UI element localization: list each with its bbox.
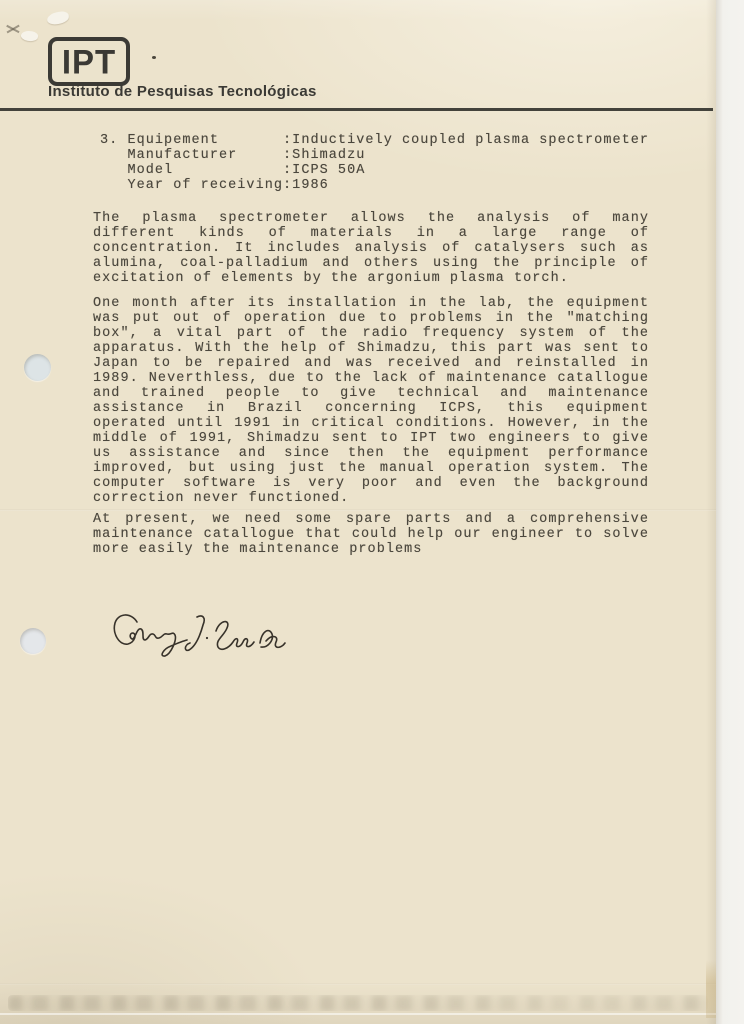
- text-line: The plasma spectrometer allows the analysis of many: [93, 211, 649, 226]
- text-line: 3. Equipement :Inductively coupled plasma spectrometer: [100, 133, 650, 148]
- text-line: improved, but using just the manual operation system. The: [93, 461, 649, 476]
- text-line: Year of receiving:1986: [100, 178, 329, 193]
- edge-stain: [706, 960, 716, 1018]
- text-line: was put out of operation due to problems in the "matching: [93, 311, 649, 326]
- text-line: correction never functioned.: [93, 491, 350, 506]
- paper-crease: [0, 509, 716, 511]
- pencil-mark: [6, 24, 20, 34]
- scanner-background-strip: [716, 0, 744, 1024]
- text-line: box", a vital part of the radio frequency system of the: [93, 326, 649, 341]
- paper-edge-shadow: [706, 0, 716, 1024]
- text-line: excitation of elements by the argonium plasma torch.: [93, 271, 569, 286]
- punch-hole: [20, 628, 46, 654]
- paper-bottom-edge: [0, 1013, 716, 1015]
- punch-hole: [24, 354, 51, 381]
- header-rule: [0, 108, 713, 111]
- handwritten-signature: [110, 608, 288, 662]
- text-line: concentration. It includes analysis of catalysers such as: [93, 241, 649, 256]
- text-line: and trained people to give technical and maintenance: [93, 386, 649, 401]
- text-line: Model :ICPS 50A: [100, 163, 366, 178]
- text-line: 1989. Neverthless, due to the lack of maintenance catallogue: [93, 371, 649, 386]
- text-line: Japan to be repaired and was received and reinstalled in: [93, 356, 649, 371]
- text-line: One month after its installation in the lab, the equipment: [93, 296, 649, 311]
- text-line: us assistance and since then the equipment performance: [93, 446, 649, 461]
- text-line: different kinds of materials in a large range of: [93, 226, 649, 241]
- ipt-logo: [48, 37, 130, 86]
- text-line: middle of 1991, Shimadzu sent to IPT two engineers to give: [93, 431, 649, 446]
- organization-name: Instituto de Pesquisas Tecnológicas: [48, 83, 317, 100]
- paper-crease: [0, 983, 716, 985]
- bleed-through-text-band: [8, 995, 708, 1011]
- ink-dot: [152, 56, 156, 59]
- equipment-details: [100, 133, 649, 193]
- text-line: alumina, coal-palladium and others using the principle of: [93, 256, 649, 271]
- text-line: computer software is very poor and even the background: [93, 476, 649, 491]
- ipt-logo-text: IPT: [61, 42, 117, 81]
- paragraph-operation-history: [93, 296, 649, 506]
- paragraph-current-needs: [93, 512, 649, 557]
- text-line: assistance in Brazil concerning ICPS, this equipment: [93, 401, 649, 416]
- text-line: Manufacturer :Shimadzu: [100, 148, 366, 163]
- text-line: operated until 1991 in critical conditions. However, in the: [93, 416, 649, 431]
- text-line: maintenance catallogue that could help our engineer to solve: [93, 527, 649, 542]
- text-line: At present, we need some spare parts and a comprehensive: [93, 512, 649, 527]
- text-line: more easily the maintenance problems: [93, 542, 423, 557]
- paragraph-spectrometer-description: [93, 211, 649, 286]
- text-line: apparatus. With the help of Shimadzu, this part was sent to: [93, 341, 649, 356]
